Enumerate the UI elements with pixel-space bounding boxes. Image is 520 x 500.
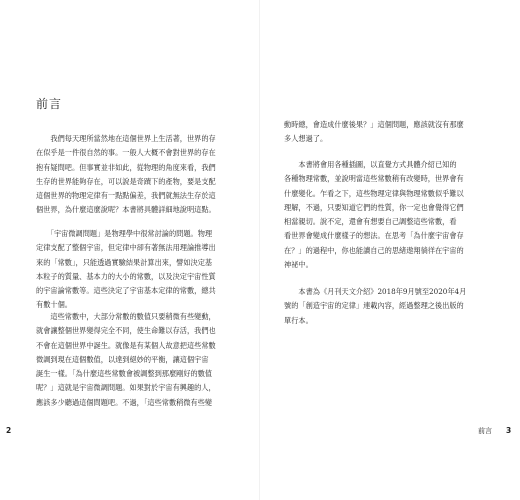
text-line: 這個世界的物理定律有一點點偏差，我們就無法生存於這	[36, 191, 216, 201]
text-line: 我們每天理所當然地在這個世界上生活著，世界的存	[36, 134, 216, 143]
text-line: 多人想過了。	[284, 134, 328, 144]
text-line: 微調到現在這個數值，以達到絕妙的平衡，讓這個宇宙	[36, 354, 209, 364]
text-line: 動時總，會造成什麼後果？」這個問題，應該就沒有那麼	[284, 120, 464, 129]
text-line: 定律支配了整個宇宙，但定律中卻有著無法用理論推導出	[36, 243, 216, 253]
text-line: 的宇宙論常數等。這些決定了宇宙基本定律的常數，總共	[36, 286, 216, 296]
text-line: 在？」的過程中，你也能讀自己的思緒遨翔徜徉在宇宙的	[284, 245, 464, 255]
paragraph-1	[36, 132, 226, 218]
text-line: 生存的世界能夠存在，可以說是奇蹟下的產物，要是支配	[36, 176, 216, 186]
text-line: 呢？」這就是宇宙微調問題。如果對於宇宙有興趣的人，	[36, 383, 216, 393]
text-line: 「宇宙微調問題」是物理學中很常討論的問題。物理	[36, 229, 213, 238]
paragraph-3	[36, 310, 226, 410]
text-line: 來的「常數」，只能透過實驗結果計算出來，譬如決定基	[36, 257, 213, 267]
text-line: 理解，不過，只要知道它們的性質，你一定也會覺得它們	[284, 202, 464, 212]
text-line: 本書將會用各種插圖，以直覺方式具體介紹已知的	[284, 160, 457, 169]
text-line: 看世界會變成什麼樣子的想法。在思考「為什麼宇宙會存	[284, 231, 464, 241]
text-line: 相當親切。說不定，還會有想要自己調整這些常數，看	[284, 217, 457, 227]
text-line: 抱有疑問吧。但事實並非如此，從物理的角度來看，我們	[36, 162, 216, 172]
running-header: 前言	[478, 427, 492, 435]
paragraph-2	[36, 227, 226, 313]
chapter-title: 前言	[36, 97, 63, 111]
text-line: 號的「創造宇宙的定律」連載內容，經過整理之後出版的	[284, 301, 464, 311]
paragraph-continued	[284, 118, 484, 147]
text-line: 本書為《月刊天文介紹》2018年9月號至2020年4月	[284, 287, 467, 296]
text-line: 本粒子的質量、基本力的大小的常數，以及決定宇宙性質	[36, 271, 216, 281]
text-line: 個世界，為什麼這麼說呢？本書將具體詳細地說明這點。	[36, 205, 216, 215]
text-line: 什麼變化。乍看之下，這些物理定律與物理常數似乎難以	[284, 188, 464, 198]
paragraph-5	[284, 285, 484, 328]
text-line: 各種物理常數，並說明當這些常數稍有改變時，世界會有	[284, 174, 464, 184]
text-line: 在似乎是一件很自然的事。一般人大概不會對世界的存在	[36, 148, 216, 158]
text-line: 應該多少聽過這個問題吧。不過，「這些常數稍微有些變	[36, 397, 213, 407]
text-line: 這些常數中，大部分常數的數值只要稍微有些變動，	[36, 312, 216, 321]
text-line: 就會讓整個世界變得完全不同，使生命難以存活，我們也	[36, 326, 216, 336]
text-line: 誕生一樣。「為什麼這些常數會被調整到那麼剛好的數值	[36, 369, 213, 379]
text-line: 不會在這個世界中誕生。就像是有某個人故意把這些常數	[36, 340, 216, 350]
page-number: 2	[6, 426, 12, 435]
text-line: 單行本。	[284, 315, 313, 325]
paragraph-4	[284, 158, 484, 272]
page-number: 3	[506, 426, 512, 435]
right-page	[260, 0, 520, 500]
text-line: 有數十個。	[36, 300, 72, 310]
text-line: 神祕中。	[284, 260, 313, 270]
